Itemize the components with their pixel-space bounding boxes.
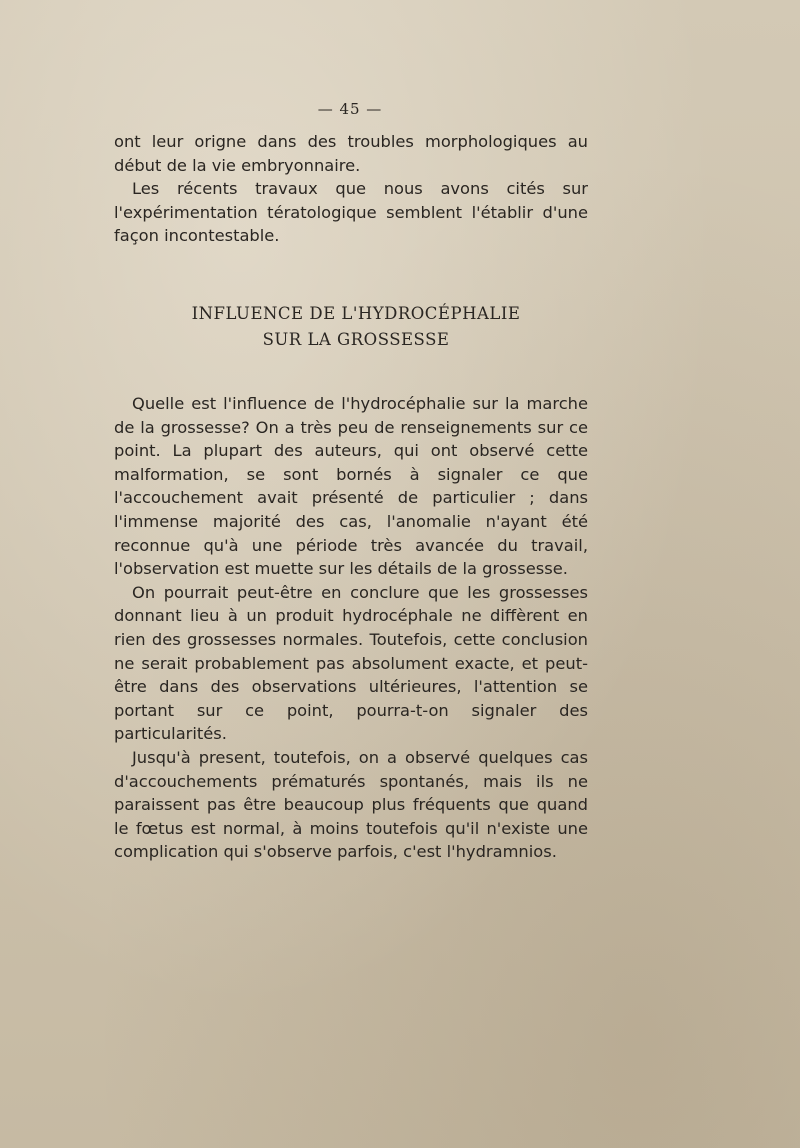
body-paragraph-3: Jusqu'à present, toutefois, on a observé quelques cas d'accouchements prématurés spontanés, mais ils ne paraissent pas être beaucoup plus fréquents que quand le fœtus est normal, à moins toutefois qu'il n'existe une complication qui s'observe parfois, c'est l'hydramnios. bbox=[114, 747, 588, 862]
intro-paragraph-1: ont leur origne dans des troubles morphologiques au début de la vie embryonnaire. bbox=[114, 132, 588, 175]
body-section bbox=[114, 392, 588, 864]
intro-paragraph-2: Les récents travaux que nous avons cités sur l'expérimentation tératologique semblent l'établir d'une façon incontestable. bbox=[114, 179, 588, 246]
section-heading bbox=[114, 301, 588, 353]
body-paragraph-1: Quelle est l'influence de l'hydrocéphalie sur la marche de la grossesse? On a très peu de renseignements sur ce point. La plupart des auteurs, qui ont observé cette malformation, se sont bornés à signaler ce que l'accouchement avait présenté de particulier ; dans l'immense majorité des cas, l'anomalie n'ayant été reconnue qu'à une période très avancée du travail, l'observation est muette sur les détails de la grossesse. bbox=[114, 394, 588, 579]
page-number: — 45 — bbox=[317, 100, 383, 118]
section-heading-line-1: INFLUENCE DE L'HYDROCÉPHALIE bbox=[191, 304, 521, 323]
intro-section bbox=[114, 130, 588, 248]
body-paragraph-2: On pourrait peut-être en conclure que les grossesses donnant lieu à un produit hydrocéphale ne diffèrent en rien des grossesses normales. Toutefois, cette conclusion ne serait probablement pas absolument exacte, et peut-être dans des observations ultérieures, l'attention se portant sur ce point, pourra-t-on signaler des particularités. bbox=[114, 582, 588, 744]
section-heading-line-2: SUR LA GROSSESSE bbox=[262, 330, 450, 349]
